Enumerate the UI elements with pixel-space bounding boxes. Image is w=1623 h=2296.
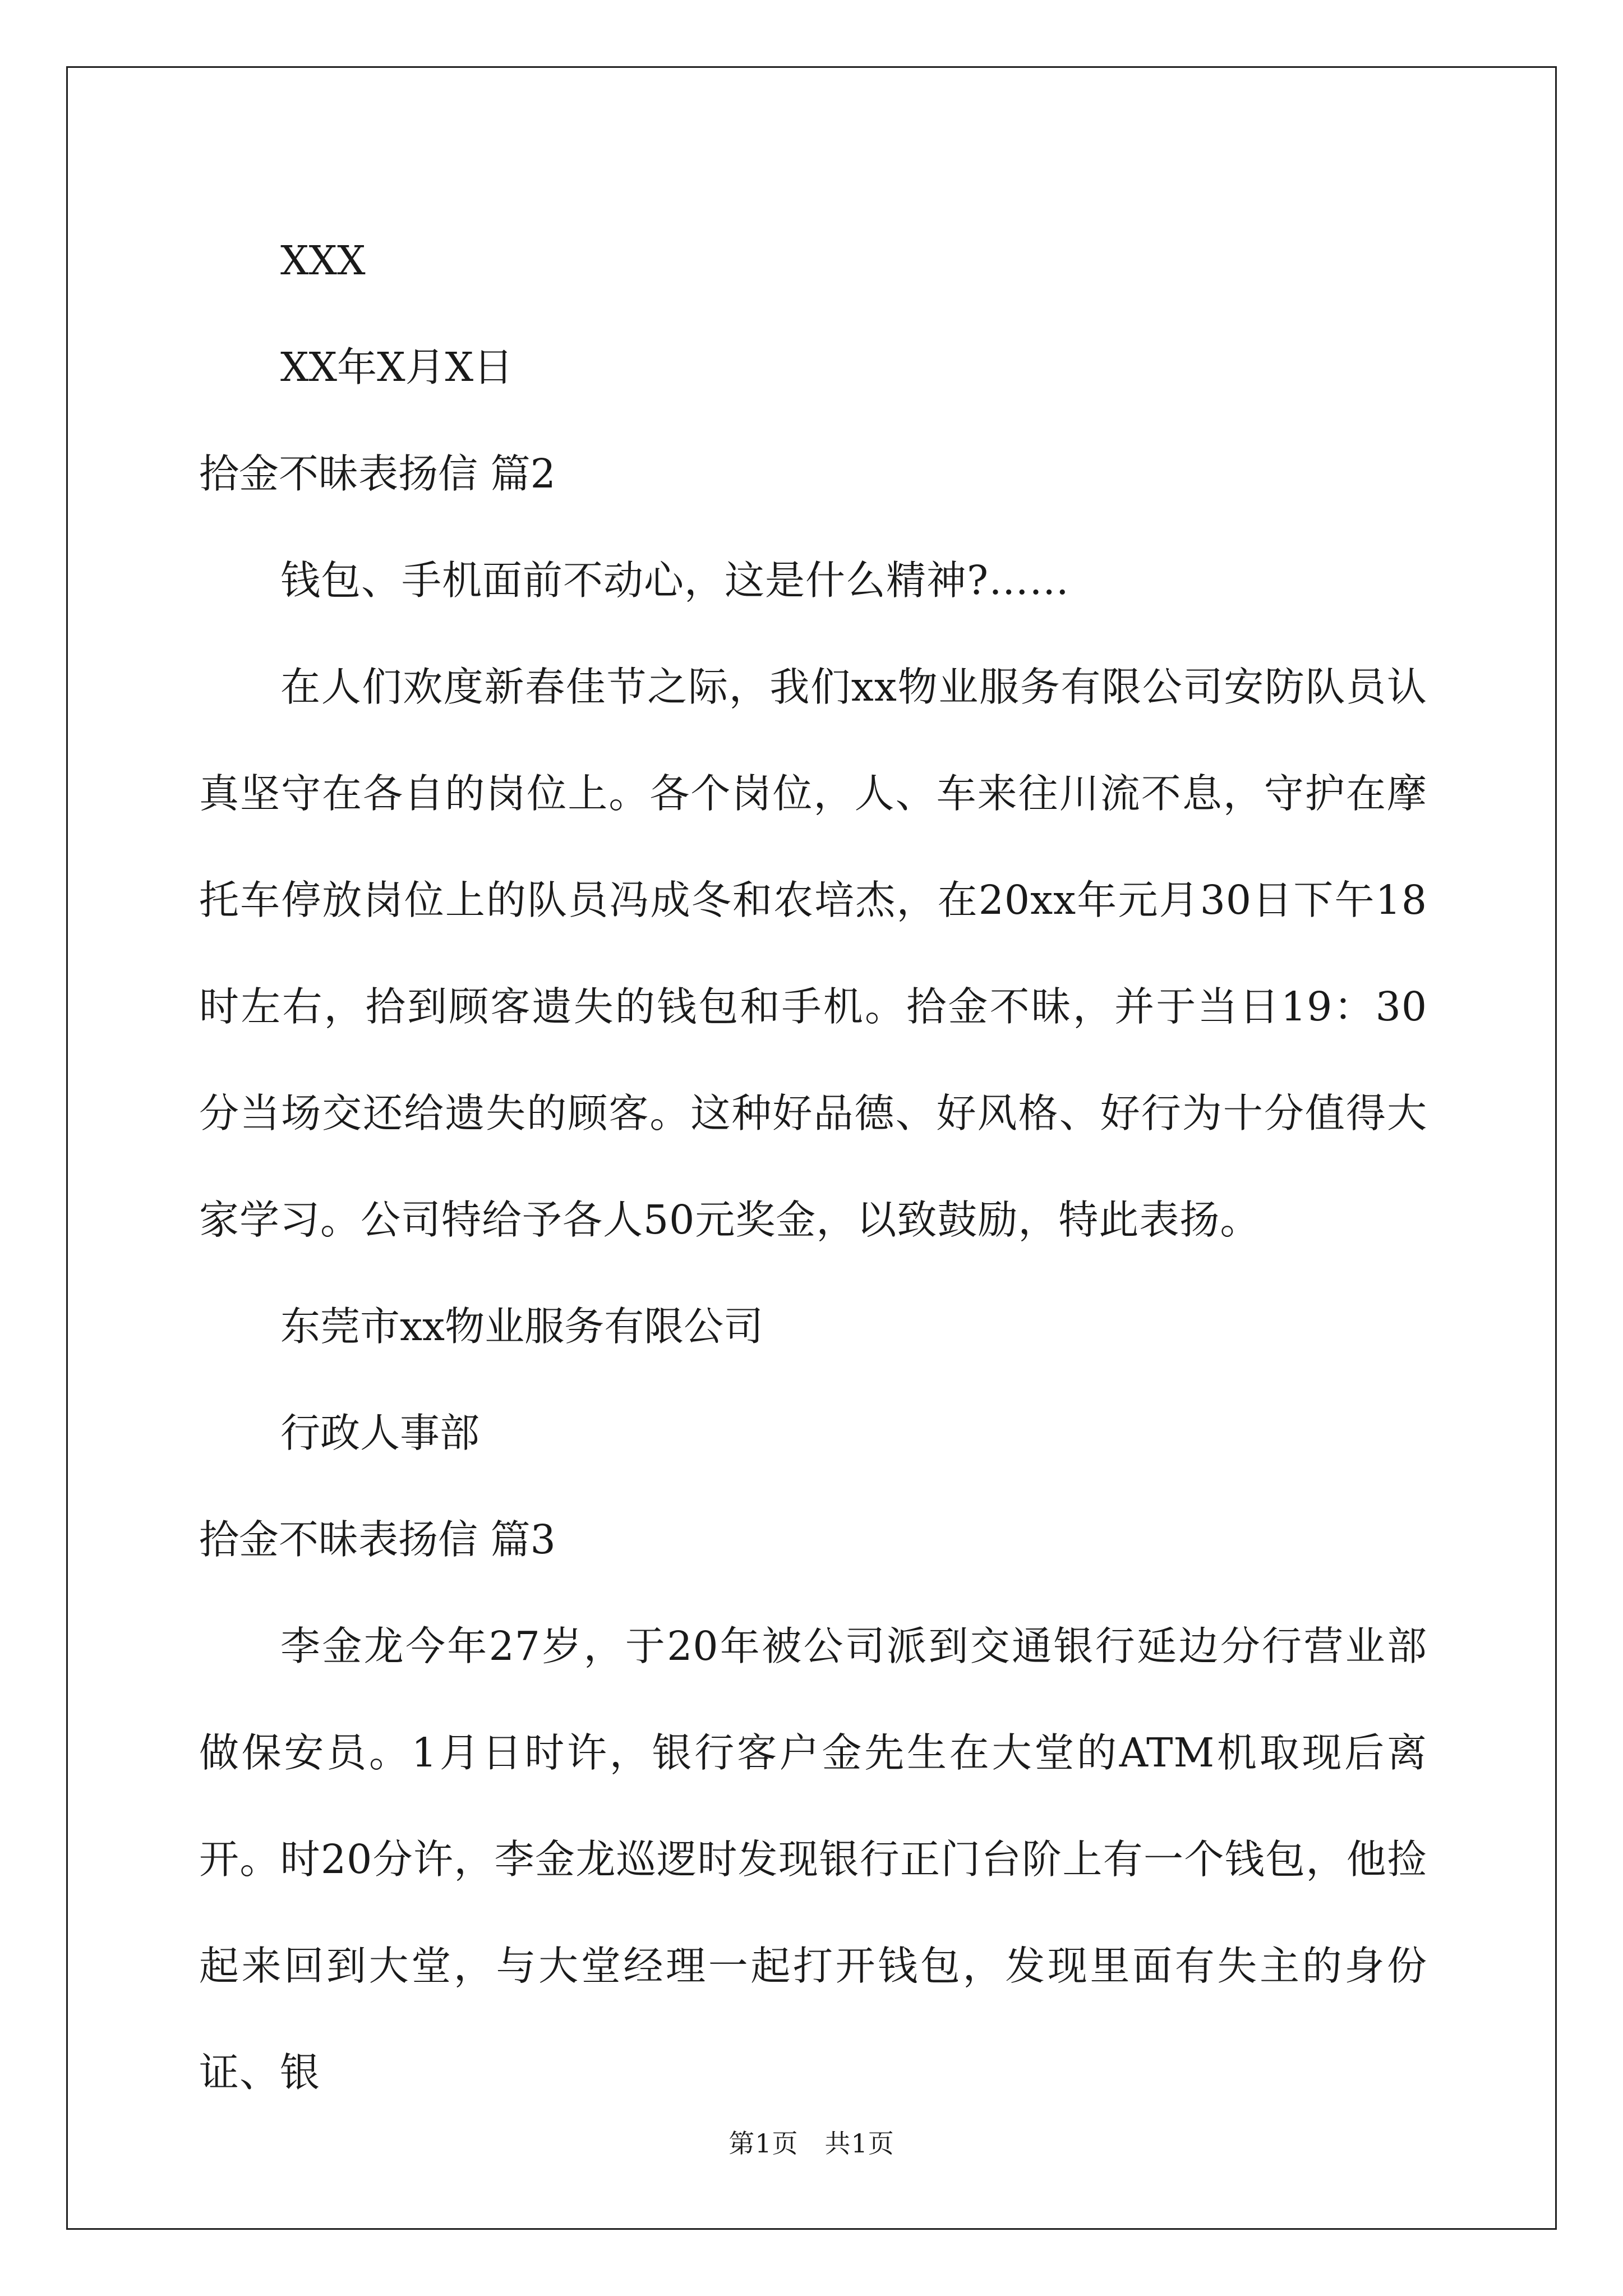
section-2-signature-dept: 行政人事部 [280,1410,480,1456]
section-2-intro: 钱包、手机面前不动心，这是什么精神?…… [280,557,1070,604]
signature-name: XXX [280,237,366,284]
section-2-body: 在人们欢度新春佳节之际，我们xx物业服务有限公司安防队员认真坚守在各自的岗位上。各个岗位，人、车来往川流不息，守护在摩托车停放岗位上的队员冯成冬和农培杰，在20xx年元月30日下午18时左右，拾到顾客遗失的钱包和手机。拾金不昧，并于当日19：30分当场交还给遗失的顾客。这种好品德、好风格、好行为十分值得大家学习。公司特给予各人50元奖金，以致鼓励，特此表扬。 [199,664,1427,1243]
document-content [199,208,1427,2126]
section-2-signature-company: 东莞市xx物业服务有限公司 [280,1303,764,1350]
section-3-heading: 拾金不昧表扬信 篇3 [199,1516,556,1563]
page-footer: 第1页 共1页 [728,2128,895,2159]
section-3-body: 李金龙今年27岁，于20年被公司派到交通银行延边分行营业部做保安员。1月日时许，银行客户金先生在大堂的ATM机取现后离开。时20分许，李金龙巡逻时发现银行正门台阶上有一个钱包，他捡起来回到大堂，与大堂经理一起打开钱包，发现里面有失主的身份证、银 [199,1623,1427,2096]
signature-date: XX年X月X日 [280,344,514,390]
section-2-heading: 拾金不昧表扬信 篇2 [199,450,556,497]
